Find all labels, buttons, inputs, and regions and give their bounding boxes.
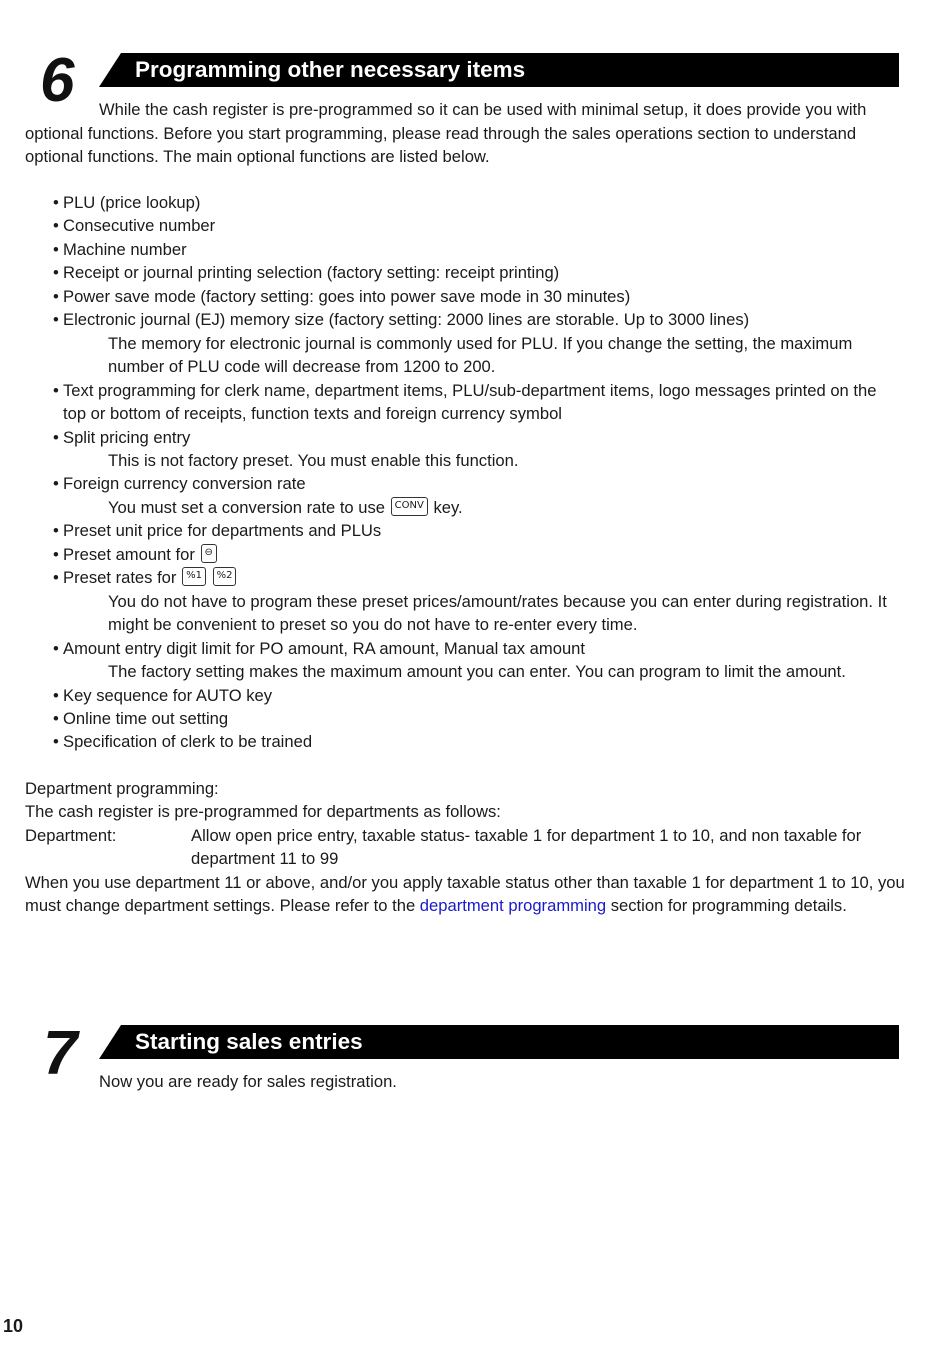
department-value: Allow open price entry, taxable status- taxable 1 for department 1 to 10, and non taxable for department 11 to 99	[191, 825, 862, 869]
department-programming-block	[25, 777, 905, 918]
minus-key-icon: ⊖	[201, 544, 217, 563]
title-bar-notch	[99, 53, 121, 87]
list-item-text: • Foreign currency conversion rate	[63, 474, 306, 494]
list-item-text: • Electronic journal (EJ) memory size (factory setting: 2000 lines are storable. Up to 3000 lines)	[63, 310, 750, 330]
section-7-title: Starting sales entries	[135, 1029, 363, 1054]
department-note-text: When you use department 11 or above, and/or you apply taxable status other than taxable 1 for department 1 to 10, you must change department settings. Please refer to the	[25, 872, 905, 916]
department-programming-link[interactable]: department programming	[419, 896, 607, 916]
section-6-title-bar	[99, 53, 899, 87]
department-note-text: section for programming details.	[610, 896, 847, 916]
section-6-intro: While the cash register is pre-programmed so it can be used with minimal setup, it does provide you with optional functions. Before you start programming, please read through the sales operations section to understand optional functions. The main optional functions are listed below.	[25, 100, 867, 166]
list-item-note: This is not factory preset. You must enable this function.	[108, 450, 519, 470]
list-item-text: Preset amount for	[63, 544, 195, 564]
list-item: • Online time out setting	[53, 707, 903, 730]
list-item: • Receipt or journal printing selection (factory setting: receipt printing)	[53, 261, 903, 284]
list-item-ej	[53, 308, 903, 378]
list-item: • PLU (price lookup)	[53, 191, 903, 214]
department-note	[25, 871, 905, 918]
section-6-title: Programming other necessary items	[135, 57, 526, 82]
note-text: You must set a conversion rate to use	[108, 497, 386, 517]
list-item-preset-amount	[53, 543, 903, 566]
list-item-amount-limit	[53, 637, 903, 684]
optional-functions-list	[53, 191, 903, 754]
percent1-key-icon: %1	[182, 567, 206, 586]
list-item: • Specification of clerk to be trained	[53, 730, 903, 753]
list-item-note: You do not have to program these preset prices/amount/rates because you can enter during registration. It might be convenient to preset so you do not have to re-enter every time.	[108, 591, 887, 635]
department-line: The cash register is pre-programmed for departments as follows:	[25, 802, 501, 822]
list-item-foreign	[53, 472, 903, 519]
list-item: • Text programming for clerk name, department items, PLU/sub-department items, logo messages printed on the top or bottom of receipts, function texts and foreign currency symbol	[53, 379, 903, 426]
list-item-text: Preset rates for	[63, 568, 177, 588]
section-6-number: 6	[40, 46, 75, 115]
department-row	[25, 824, 905, 871]
list-item: • Preset unit price for departments and PLUs	[53, 519, 903, 542]
department-heading: Department programming:	[25, 779, 219, 798]
section-7-intro: Now you are ready for sales registration.	[99, 1072, 397, 1091]
list-item: • Machine number	[53, 238, 903, 261]
note-text: key.	[433, 497, 463, 517]
list-item-note: The factory setting makes the maximum amount you can enter. You can program to limit the amount.	[108, 662, 846, 682]
department-label: Department:	[25, 825, 117, 845]
section-7-number: 7	[43, 1019, 78, 1088]
list-item: • Key sequence for AUTO key	[53, 684, 903, 707]
list-item-text: • Split pricing entry	[63, 427, 191, 447]
page-number: 10	[3, 1316, 24, 1336]
list-item: • Consecutive number	[53, 214, 903, 237]
list-item-note: The memory for electronic journal is commonly used for PLU. If you change the setting, the maximum number of PLU code will decrease from 1200 to 200.	[108, 333, 853, 377]
list-item: • Power save mode (factory setting: goes into power save mode in 30 minutes)	[53, 285, 903, 308]
list-item-text: • Amount entry digit limit for PO amount, RA amount, Manual tax amount	[63, 638, 586, 658]
list-item-note	[63, 496, 903, 519]
list-item-preset-rates	[53, 566, 903, 636]
percent2-key-icon: %2	[213, 567, 237, 586]
title-bar-notch	[99, 1025, 121, 1059]
section-7-title-bar	[99, 1025, 899, 1059]
conv-key-icon: CONV	[391, 497, 428, 516]
section-6-intro-paragraph	[25, 98, 905, 169]
list-item-split	[53, 426, 903, 473]
